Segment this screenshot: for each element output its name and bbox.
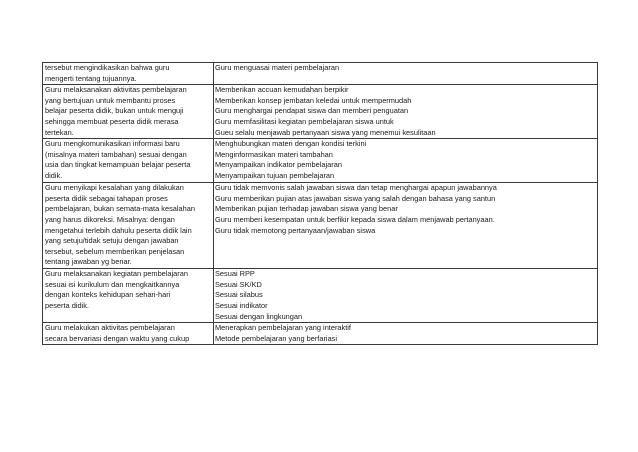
- criteria-line: sehingga membuat peserta didik merasa: [45, 116, 179, 126]
- criteria-line: (misalnya materi tambahan) sesuai dengan: [45, 149, 187, 159]
- indicator-cell: [214, 269, 598, 323]
- criteria-line: peserta didik sebagai tahapan proses: [45, 193, 168, 203]
- criteria-cell: [43, 269, 214, 323]
- indicator-line: Menyampaikan tujuan pembelajaran: [215, 170, 335, 180]
- indicator-line: Menerapkan pembelajaran yang interaktif: [215, 323, 351, 333]
- criteria-line: tersebut mengindikasikan bahwa guru: [45, 63, 170, 72]
- criteria-line: didik.: [45, 170, 63, 180]
- indicator-cell: [214, 323, 598, 345]
- indicator-line: Metode pembelajaran yang berfariasi: [215, 333, 338, 343]
- criteria-cell: [43, 63, 214, 85]
- criteria-line: tersebut, sebelum memberikan penjelasan: [45, 246, 185, 256]
- indicator-line: Sesuai RPP: [215, 269, 255, 279]
- table-row: [43, 183, 598, 269]
- criteria-line: usia dan tingkat kemampuan belajar peserta: [45, 160, 191, 170]
- criteria-line: tentang jawaban yg benar.: [45, 257, 132, 267]
- criteria-line: mengerti tentang tujuannya.: [45, 73, 137, 83]
- criteria-line: Guru melaksanakan kegiatan pembelajaran: [45, 269, 188, 279]
- criteria-line: secara bervariasi dengan waktu yang cukup: [45, 333, 190, 343]
- indicator-cell: [214, 183, 598, 269]
- criteria-line: dengan konteks kehidupan sehari-hari: [45, 290, 171, 300]
- criteria-line: sesuai isi kurikulum dan mengkaitkannya: [45, 279, 180, 289]
- indicator-cell: [214, 63, 598, 85]
- indicator-cell: [214, 85, 598, 139]
- indicator-line: Guru tidak memotong pertanyaan/jawaban siswa: [215, 225, 376, 235]
- indicator-line: Memberikan pujian terhadap jawaban siswa yang benar: [215, 204, 398, 214]
- criteria-line: Guru mengkomunikasikan informasi baru: [45, 139, 180, 149]
- indicator-line: Sesuai indikator: [215, 300, 268, 310]
- indicator-line: Menginformasikan materi tambahan: [215, 149, 333, 159]
- criteria-line: Guru melakukan aktivitas pembelajaran: [45, 323, 175, 333]
- table-body: [43, 63, 598, 345]
- observation-table: [42, 62, 598, 345]
- indicator-line: Memberikan konsep jembatan keledai untuk mempermudah: [215, 95, 412, 105]
- indicator-line: Sesuai dengan lingkungan: [215, 311, 303, 321]
- criteria-line: yang bertujuan untuk membantu proses: [45, 95, 176, 105]
- criteria-line: belajar peserta didik, bukan untuk menguji: [45, 106, 184, 116]
- criteria-cell: [43, 183, 214, 269]
- indicator-line: Guru memberi kesempatan untuk berfikir kepada siswa dalam menjawab pertanyaan.: [215, 214, 495, 224]
- table-row: [43, 323, 598, 345]
- criteria-line: yang harus dikoreksi. Misalnya: dengan: [45, 214, 175, 224]
- indicator-line: Gueu selalu menjawab pertanyaan siswa yang menemui kesulitaan: [215, 127, 436, 137]
- indicator-cell: [214, 139, 598, 183]
- criteria-line: yang setuju/tidak setuju dengan jawaban: [45, 236, 179, 246]
- table-row: [43, 139, 598, 183]
- criteria-line: mengetahui terlebih dahulu peserta didik lain: [45, 225, 192, 235]
- indicator-line: Memberikan accuan kemudahan berpikir: [215, 85, 349, 95]
- indicator-line: Guru tidak memvonis salah jawaban siswa dan tetap menghargai apapun jawabannya: [215, 183, 497, 193]
- indicator-line: Sesuai silabus: [215, 290, 263, 300]
- table-row: [43, 63, 598, 85]
- indicator-line: Guru menguasai materi pembelajaran: [215, 63, 340, 72]
- criteria-line: Guru melaksanakan aktivitas pembelajaran: [45, 85, 187, 95]
- indicator-line: Guru menghargai pendapat siswa dan memberi penguatan: [215, 106, 409, 116]
- criteria-line: peserta didik.: [45, 300, 89, 310]
- table-row: [43, 85, 598, 139]
- criteria-cell: [43, 139, 214, 183]
- indicator-line: Sesuai SK/KD: [215, 279, 262, 289]
- indicator-line: Guru memberikan pujian atas jawaban siswa yang salah dengan bahasa yang santun: [215, 193, 496, 203]
- criteria-line: tertekan.: [45, 127, 74, 137]
- table-row: [43, 269, 598, 323]
- criteria-cell: [43, 323, 214, 345]
- indicator-line: Guru memfasilitasi kegiatan pembelajaran siswa untuk: [215, 116, 394, 126]
- criteria-cell: [43, 85, 214, 139]
- indicator-line: Menghubungkan materi dengan kondisi terkini: [215, 139, 367, 149]
- indicator-line: Menyampaikan indikator pembelajaran: [215, 160, 342, 170]
- criteria-line: pembelajaran, bukan semata-mata kesalahan: [45, 204, 195, 214]
- criteria-line: Guru menyikapi kesalahan yang dilakukan: [45, 183, 184, 193]
